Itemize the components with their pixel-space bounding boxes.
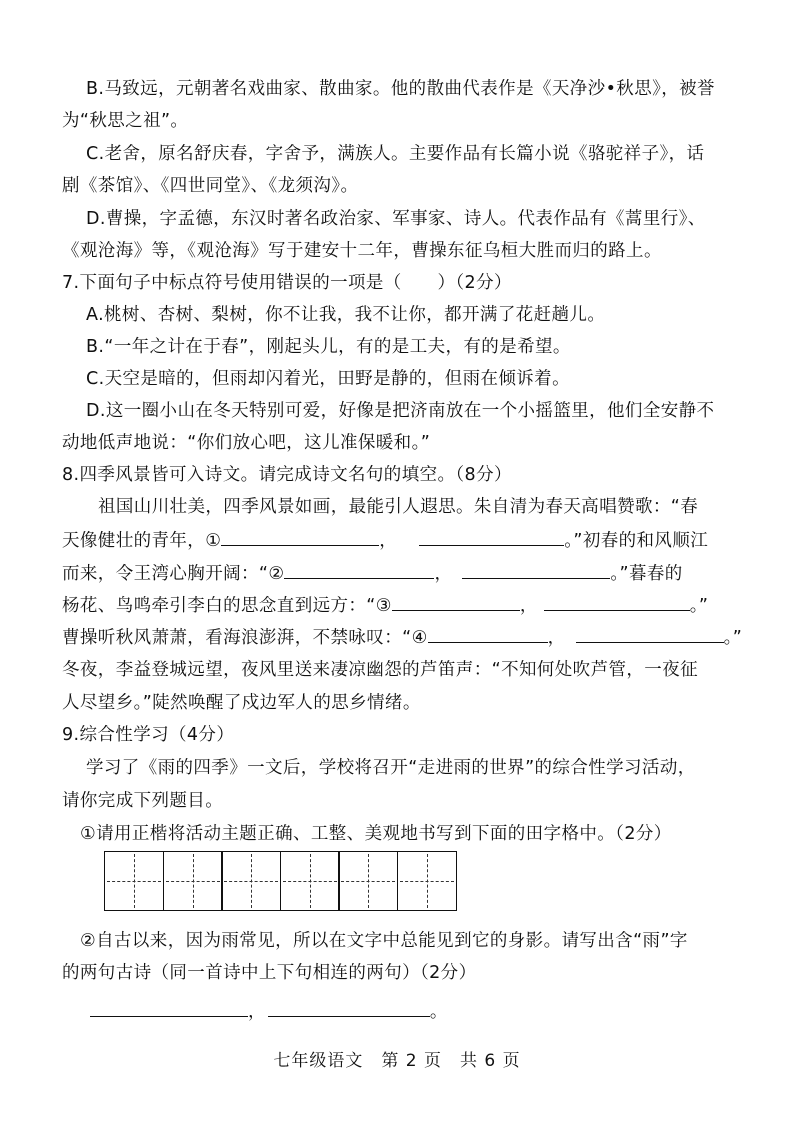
grid-cell[interactable] xyxy=(280,851,340,911)
fill-blank-1a[interactable] xyxy=(221,527,379,546)
text: 。”暮春的 xyxy=(610,564,683,584)
question-7-option-d-line1: D.这一圈小山在冬天特别可爱，好像是把济南放在一个小摇篮里，他们全安静不 xyxy=(86,401,715,421)
poem-blank-1[interactable] xyxy=(90,998,248,1017)
text: ， xyxy=(519,596,538,616)
grid-cell[interactable] xyxy=(104,851,164,911)
question-9-intro-line2: 请你完成下列题目。 xyxy=(62,791,224,811)
fill-blank-1b[interactable] xyxy=(419,527,564,546)
question-8-para-line3 xyxy=(62,560,764,587)
text: 而来，令王湾心胸开阔：“② xyxy=(62,564,285,584)
question-9-title: 9.综合性学习（4分） xyxy=(62,725,235,745)
fill-blank-3b[interactable] xyxy=(544,592,690,611)
text: 杨花、鸟鸣牵引李白的思念直到远方：“③ xyxy=(62,596,392,616)
question-9-sub2-line2: 的两句古诗（同一首诗中上下句相连的两句）（2分） xyxy=(62,963,477,983)
text: 天像健壮的青年，① xyxy=(62,531,222,551)
question-9-sub1: ①请用正楷将活动主题正确、工整、美观地书写到下面的田字格中。（2分） xyxy=(80,824,672,844)
option-b-line2: 为“秋思之祖”。 xyxy=(62,111,189,131)
text: ， xyxy=(379,531,398,551)
poem-blank-2[interactable] xyxy=(268,998,430,1017)
option-d-line1: D.曹操，字孟德，东汉时著名政治家、军事家、诗人。代表作品有《蒿里行》、 xyxy=(86,209,706,229)
text: 。” xyxy=(723,628,743,648)
question-8-para-line4 xyxy=(62,592,764,619)
option-d-line2: 《观沧海》等，《观沧海》写于建安十二年，曹操东征乌桓大胜而归的路上。 xyxy=(62,241,662,261)
text: ， xyxy=(547,628,566,648)
grid-cell[interactable] xyxy=(397,851,457,911)
text: ， xyxy=(248,1002,266,1022)
page-footer: 七年级语文 第 2 页 共 6 页 xyxy=(273,1051,521,1071)
grid-cell[interactable] xyxy=(221,851,281,911)
question-8-para-line2 xyxy=(62,527,764,554)
option-b-line1: B.马致远，元朝著名戏曲家、散曲家。他的散曲代表作是《天净沙•秋思》，被誉 xyxy=(86,79,715,99)
text: ， xyxy=(434,564,453,584)
question-9-intro-line1: 学习了《雨的四季》一文后，学校将召开“走进雨的世界”的综合性学习活动， xyxy=(86,758,696,778)
question-7-option-b: B.“一年之计在于春”，刚起头儿，有的是工夫，有的是希望。 xyxy=(86,337,571,357)
question-8-para-line7: 人尽望乡。”陡然唤醒了戍边军人的思乡情绪。 xyxy=(62,693,421,713)
question-7-option-d-line2: 动地低声地说：“你们放心吧，这儿准保暖和。” xyxy=(62,433,431,453)
fill-blank-4b[interactable] xyxy=(576,624,724,643)
question-8-para-line6: 冬夜，李益登城远望，夜风里送来凄凉幽怨的芦笛声：“不知何处吹芦管，一夜征 xyxy=(62,660,698,680)
tianzige-grid xyxy=(104,851,457,911)
option-c-line1: C.老舍，原名舒庆春，字舍予，满族人。主要作品有长篇小说《骆驼祥子》，话 xyxy=(86,144,705,164)
question-9-sub2-line1: ②自古以来，因为雨常见，所以在文字中总能见到它的身影。请写出含“雨”字 xyxy=(80,931,688,951)
grid-cell[interactable] xyxy=(163,851,223,911)
fill-blank-4a[interactable] xyxy=(428,624,548,643)
question-7-title: 7.下面句子中标点符号使用错误的一项是（ ）（2分） xyxy=(62,273,512,293)
question-8-para-line1: 祖国山川壮美，四季风景如画，最能引人遐思。朱自清为春天高唱赞歌：“春 xyxy=(98,497,699,517)
text: 。” xyxy=(689,596,709,616)
grid-cell[interactable] xyxy=(338,851,398,911)
question-7-option-a: A.桃树、杏树、梨树，你不让我，我不让你，都开满了花赶趟儿。 xyxy=(86,305,606,325)
question-7-option-c: C.天空是暗的，但雨却闪着光，田野是静的，但雨在倾诉着。 xyxy=(86,369,570,389)
option-c-line2: 剧《茶馆》、《四世同堂》、《龙须沟》。 xyxy=(62,176,359,196)
question-8-title: 8.四季风景皆可入诗文。请完成诗文名句的填空。（8分） xyxy=(62,465,512,485)
question-8-para-line5 xyxy=(62,624,764,651)
poem-answer-line xyxy=(90,998,764,1025)
text: 。”初春的和风顺江 xyxy=(564,531,709,551)
fill-blank-2a[interactable] xyxy=(284,560,434,579)
text: 。 xyxy=(429,1002,448,1022)
fill-blank-2b[interactable] xyxy=(462,560,610,579)
text: 曹操听秋风萧萧，看海浪澎湃，不禁咏叹：“④ xyxy=(62,628,428,648)
fill-blank-3a[interactable] xyxy=(392,592,520,611)
